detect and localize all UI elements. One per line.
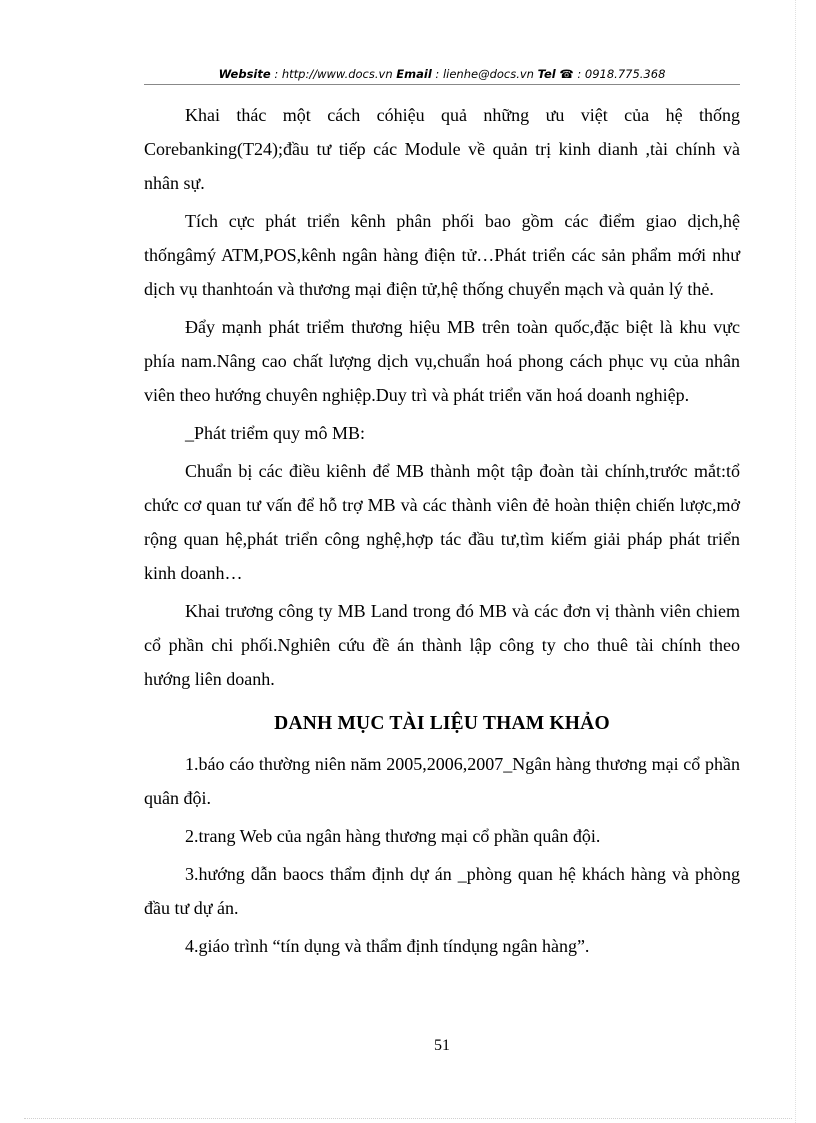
paragraph: Khai thác một cách cóhiệu quả những ưu việt của hệ thống Corebanking(T24);đầu tư tiếp các Module về quản trị kinh dianh ,tài chính và nhân sự.: [144, 105, 740, 193]
tel-value: : 0918.775.368: [573, 67, 666, 81]
paragraph: Tích cực phát triển kênh phân phối bao gồm các điểm giao dịch,hệ thốngâmý ATM,POS,kênh ngân hàng điện tử…Phát triển các sản phẩm mới như dịch vụ thanhtoán và thương mại điện tử,hệ thống chuyển mạch và quản lý thẻ.: [144, 211, 740, 299]
phone-icon: ☎: [559, 67, 574, 81]
references-heading: DANH MỤC TÀI LIỆU THAM KHẢO: [274, 713, 610, 734]
footer-divider: [24, 1118, 792, 1119]
margin-divider: [795, 0, 796, 1123]
reference-item: 3.hướng dẫn baocs thẩm định dự án _phòng quan hệ khách hàng và phòng đầu tư dự án.: [144, 864, 740, 918]
page-header: [144, 66, 740, 82]
reference-item: 1.báo cáo thường niên năm 2005,2006,2007_Ngân hàng thương mại cổ phần quân đội.: [144, 754, 740, 808]
paragraph: _Phát triểm quy mô MB:: [185, 423, 365, 443]
paragraph: Khai trương công ty MB Land trong đó MB và các đơn vị thành viên chiem cổ phần chi phối.Nghiên cứu đề án thành lập công ty cho thuê tài chính theo hướng liên doanh.: [144, 601, 740, 689]
reference-item: 4.giáo trình “tín dụng và thẩm định tíndụng ngân hàng”.: [185, 936, 590, 956]
paragraph: Đẩy mạnh phát triểm thương hiệu MB trên toàn quốc,đặc biệt là khu vực phía nam.Nâng cao chất lượng dịch vụ,chuẩn hoá phong cách phục vụ của nhân viên theo hướng chuyên nghiệp.Duy trì và phát triển văn hoá doanh nghiệp.: [144, 317, 740, 405]
document-body: [144, 98, 740, 964]
email-label: Email: [396, 67, 432, 81]
website-value: : http://www.docs.vn: [270, 67, 397, 81]
tel-label: Tel: [537, 67, 556, 81]
header-divider: [144, 84, 740, 85]
page-number: 51: [434, 1037, 450, 1054]
email-value: : lienhe@docs.vn: [431, 67, 538, 81]
paragraph: Chuẩn bị các điều kiênh để MB thành một tập đoàn tài chính,trước mắt:tổ chức cơ quan tư vấn để hỗ trợ MB và các thành viên đẻ hoàn thiện chiến lược,mở rộng quan hệ,phát triển công nghệ,hợp tác đầu tư,tìm kiếm giải pháp phát triển kinh doanh…: [144, 461, 740, 583]
website-label: Website: [218, 67, 271, 81]
reference-item: 2.trang Web của ngân hàng thương mại cổ phần quân đội.: [185, 826, 601, 846]
